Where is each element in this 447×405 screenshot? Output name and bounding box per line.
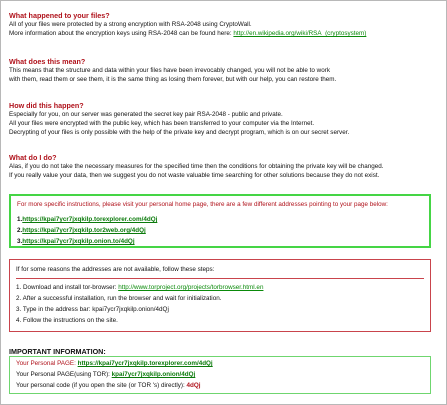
address-item-2 (17, 227, 146, 234)
address-item-3 (17, 238, 135, 245)
wikipedia-rsa-link[interactable]: http://en.wikipedia.org/wiki/RSA_(cryptosystem) (233, 30, 367, 37)
heading-what-do-i-do: What do I do? (9, 153, 57, 162)
section-what-does-this-mean (9, 57, 439, 84)
heading-what-happened: What happened to your files? (9, 11, 110, 20)
text-line: More information about the encryption keys using RSA-2048 can be found here: (9, 30, 234, 37)
step-1 (16, 284, 263, 291)
personal-page-addresses-box (9, 194, 431, 248)
fallback-intro-text: If for some reasons the addresses are not available, follow these steps: (16, 266, 215, 273)
text-line: All of your files were protected by a strong encryption with RSA-2048 using CryptoWall. (9, 21, 252, 28)
important-information-heading-wrap (9, 347, 439, 356)
heading-what-does-this-mean: What does this mean? (9, 57, 86, 66)
important-information-box (9, 356, 431, 394)
address-number: 2. (17, 227, 23, 234)
address-item-1 (17, 216, 157, 223)
divider (16, 278, 424, 279)
text-line: Especially for you, on our server was generated the secret key pair RSA-2048 - public and private. (9, 111, 283, 118)
address-number: 1. (17, 216, 23, 223)
personal-page-line (16, 360, 213, 367)
section-what-do-i-do (9, 153, 439, 180)
address-link-tor2web[interactable]: https://kpai7ycr7jxqkilp.tor2web.org/4dQj (22, 227, 146, 234)
text-line: If you really value your data, then we suggest you do not waste valuable time searching for other solutions because they do not exist. (9, 172, 380, 179)
step-4: 4. Follow the instructions on the site. (16, 317, 118, 324)
tor-page-label: Your Personal PAGE(using TOR): (16, 371, 112, 378)
tor-fallback-steps-box (9, 259, 431, 332)
personal-code-line (16, 382, 200, 389)
personal-code-label: Your personal code (if you open the site (or TOR 's) directly): (16, 382, 187, 389)
address-number: 3. (17, 238, 23, 245)
text-line: Alas, if you do not take the necessary measures for the specified time then the conditions for obtaining the private key will be changed. (9, 163, 384, 170)
personal-page-link[interactable]: https://kpai7ycr7jxqkilp.torexplorer.com/4dQj (77, 360, 213, 367)
section-what-happened (9, 11, 439, 38)
text-line-with-link (9, 29, 439, 38)
text-line: with them, read them or see them, it is the same thing as losing them forever, but with our help, you can restore them. (9, 76, 337, 83)
step-text: 1. Download and install tor-browser: (16, 284, 119, 291)
step-2: 2. After a successful installation, run the browser and wait for initialization. (16, 295, 222, 302)
tor-page-line (16, 371, 195, 378)
text-line: Decrypting of your files is only possible with the help of the private key and decrypt program, which is on our secret server. (9, 129, 350, 136)
address-link-onion-to[interactable]: https://kpai7ycr7jxqkilp.onion.to/4dQj (22, 238, 135, 245)
text-line: This means that the structure and data within your files have been irrevocably changed, you will not be able to work (9, 67, 330, 74)
tor-page-link[interactable]: kpai7ycr7jxqkilp.onion/4dQj (111, 371, 196, 378)
section-how-did-this-happen (9, 101, 439, 137)
heading-how-did-this-happen: How did this happen? (9, 101, 84, 110)
personal-code-value: 4dQj (186, 382, 201, 389)
addresses-intro-text: For more specific instructions, please visit your personal home page, there are a few different addresses pointing to your page below: (17, 201, 388, 208)
text-line: All your files were encrypted with the public key, which has been transferred to your computer via the Internet. (9, 120, 315, 127)
address-link-torexplorer[interactable]: https://kpai7ycr7jxqkilp.torexplorer.com/4dQj (22, 216, 158, 223)
step-3: 3. Type in the address bar: kpai7ycr7jxqkilp.onion/4dQj (16, 306, 169, 313)
torproject-download-link[interactable]: http://www.torproject.org/projects/torbrowser.html.en (118, 284, 264, 291)
personal-page-label: Your Personal PAGE: (16, 360, 78, 367)
important-information-heading: IMPORTANT INFORMATION: (9, 347, 106, 356)
